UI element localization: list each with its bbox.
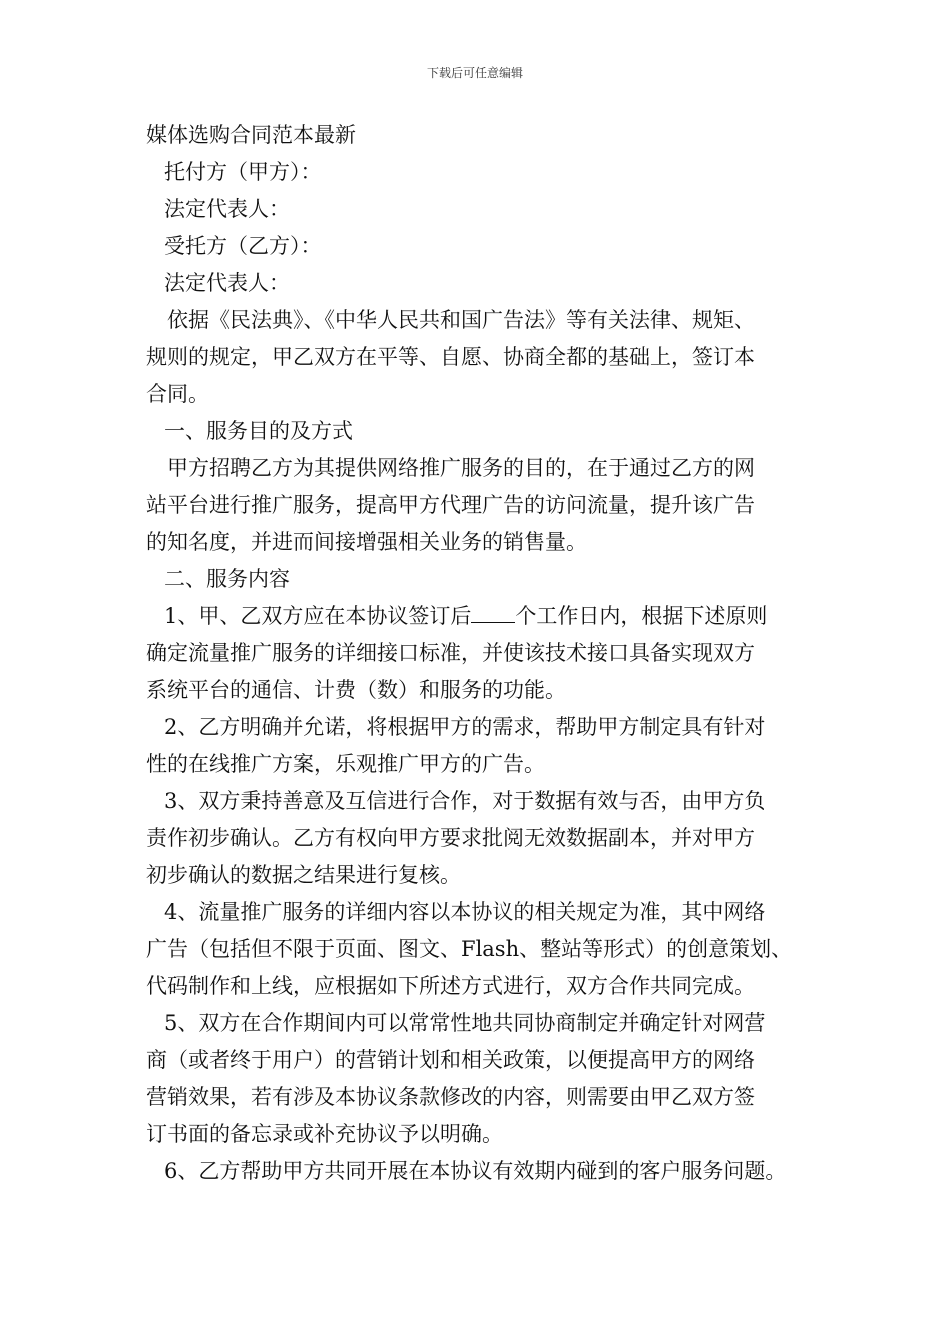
section1-heading: 一、服务目的及方式 <box>164 419 353 443</box>
section1-line: 站平台进行推广服务，提高甲方代理广告的访问流量，提升该广告 <box>146 493 755 517</box>
item5-line: 营销效果，若有涉及本协议条款修改的内容，则需要由甲乙双方签 <box>146 1085 755 1109</box>
intro-line: 合同。 <box>146 382 209 406</box>
item1-line <box>146 598 836 635</box>
item1-line: 确定流量推广服务的详细接口标准，并使该技术接口具备实现双方 <box>146 641 755 665</box>
legal-rep-b-line: 法定代表人： <box>164 271 290 295</box>
item1-text-after: 个工作日内，根据下述原则 <box>515 604 768 628</box>
party-b-line: 受托方（乙方）： <box>164 234 322 258</box>
section1-line: 的知名度，并进而间接增强相关业务的销售量。 <box>146 530 587 554</box>
document-body <box>146 117 836 1190</box>
fill-in-blank <box>471 604 515 623</box>
item4-line: 广告（包括但不限于页面、图文、Flash、整站等形式）的创意策划、 <box>146 937 793 961</box>
item2-line: 2、乙方明确并允诺，将根据甲方的需求，帮助甲方制定具有针对 <box>164 715 766 739</box>
item4-line: 4、流量推广服务的详细内容以本协议的相关规定为准，其中网络 <box>164 900 766 924</box>
intro-line: 规则的规定，甲乙双方在平等、自愿、协商全都的基础上，签订本 <box>146 345 755 369</box>
item1-line: 系统平台的通信、计费（数）和服务的功能。 <box>146 678 566 702</box>
item5-line: 订书面的备忘录或补充协议予以明确。 <box>146 1122 503 1146</box>
item3-line: 3、双方秉持善意及互信进行合作，对于数据有效与否，由甲方负 <box>164 789 766 813</box>
item6-line: 6、乙方帮助甲方共同开展在本协议有效期内碰到的客户服务问题。 <box>164 1159 787 1183</box>
intro-line: 依据《民法典》、《中华人民共和国广告法》等有关法律、规矩、 <box>167 308 755 332</box>
item3-line: 责作初步确认。乙方有权向甲方要求批阅无效数据副本，并对甲方 <box>146 826 755 850</box>
item3-line: 初步确认的数据之结果进行复核。 <box>146 863 461 887</box>
document-title: 媒体选购合同范本最新 <box>146 123 356 147</box>
item4-line: 代码制作和上线，应根据如下所述方式进行，双方合作共同完成。 <box>146 974 755 998</box>
legal-rep-a-line: 法定代表人： <box>164 197 290 221</box>
item2-line: 性的在线推广方案，乐观推广甲方的广告。 <box>146 752 545 776</box>
section2-heading: 二、服务内容 <box>164 567 290 591</box>
section1-line: 甲方招聘乙方为其提供网络推广服务的目的，在于通过乙方的网 <box>167 456 755 480</box>
item5-line: 商（或者终于用户）的营销计划和相关政策，以便提高甲方的网络 <box>146 1048 755 1072</box>
page-header: 下载后可任意编辑 <box>426 66 523 80</box>
item5-line: 5、双方在合作期间内可以常常性地共同协商制定并确定针对网营 <box>164 1011 766 1035</box>
item1-text-before: 1、甲、乙双方应在本协议签订后 <box>164 604 472 628</box>
party-a-line: 托付方（甲方）： <box>164 160 322 184</box>
